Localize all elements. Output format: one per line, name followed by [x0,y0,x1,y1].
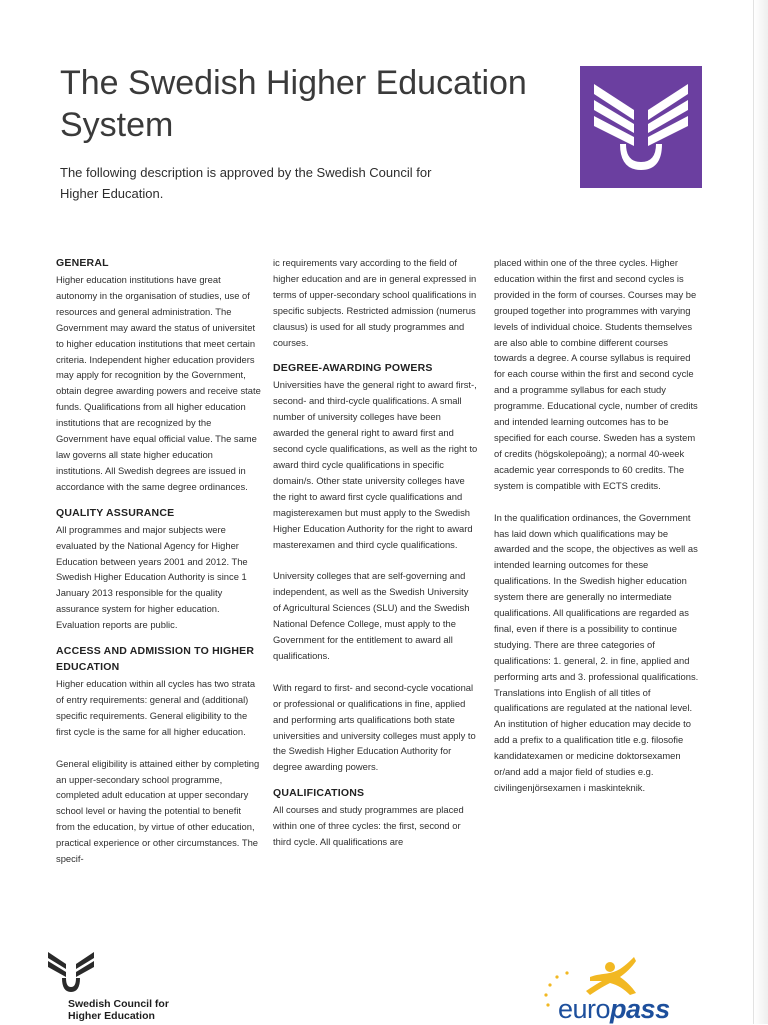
section-text-cycles: placed within one of the three cycles. Higher education within the first and second cycles is provided in the form of courses. Courses may be grouped together into programmes with varying levels of individual choice. Students themselves are also able to combine different courses towards a degree. A course syllabus is required for each course within the first and second cycle and a programme syllabus for each study programme. Educational cycle, number of credits and intended learning outcomes has to be specified for each course. Sweden has a system of credits (högskolepoäng); a normal 40-week academic year corresponds to 60 credits. The system is compatible with ECTS credits. [494,257,698,491]
footer-council-name [68,998,169,1022]
section-heading-access-admission: ACCESS AND ADMISSION TO HIGHER EDUCATION [56,645,255,674]
section-text-access-2: General eligibility is attained either by completing an upper-secondary school programme, completed adult education at upper secondary school level or having the potential to benefit from the education, by virtue of other education, practical experience or other circumstances. The specif- [56,757,260,865]
footer-council-name-line2: Higher Education [68,1010,155,1022]
text-column-1 [56,255,261,867]
section-text-ordinances: In the qualification ordinances, the Government has laid down which qualifications may be awarded and the scope, the objectives as well as intended learning outcomes for these qualifications. In the Swedish higher education system there are generally no intermediate qualifications. All qualifications are regarded as final, even if there is a possibility to continue studying. There are three categories of qualifications: 1. general, 2. in fine, applied and performing arts and 3. professional qualifications. Translations into English of all titles of qualifications are regulated at the national level. An institution of higher education may decide to add a prefix to a qualification title e.g. filosofie kandidatexamen or medicine doktorsexamen or/and add a major field of studies e.g. civilingenjörsexamen i maskinteknik. [494,511,699,793]
section-text-access-1: Higher education within all cycles has two strata of entry requirements: general and (additional) specific requirements. General eligibility to the first cycle is the same for all higher education. [56,678,256,737]
section-text-vocational: With regard to first- and second-cycle vocational or professional or qualifications in fine, applied and performing arts qualifications both state universities and university colleges must apply to the Swedish Higher Education Authority for degree awarding powers. [273,681,476,773]
swedish-council-book-logo-icon [580,66,702,188]
footer-council-name-line1: Swedish Council for [68,998,169,1010]
page-edge [753,0,768,1024]
section-text-university-colleges: University colleges that are self-governing and independent, as well as the Swedish University of Agricultural Sciences (SLU) and the Swedish National Defence College, must apply to the Government for the entitlement to award all qualifications. [273,570,470,661]
page-title: The Swedish Higher Education System [60,64,527,144]
section-heading-general: GENERAL [56,257,109,269]
europass-wordmark [558,994,670,1025]
section-text-quality-assurance: All programmes and major subjects were evaluated by the National Agency for Higher Education between years 2001 and 2012. The Swedish Higher Education Authority is since 1 January 2013 responsible for the quality assurance system for higher education. Evaluation reports are public. [56,523,248,631]
europass-wordmark-bold: pass [610,994,670,1024]
text-column-3 [494,255,699,796]
footer-council-logo [46,950,96,999]
page-subtitle: The following description is approved by the Swedish Council for Higher Education. [60,165,432,201]
text-column-2 [273,255,478,850]
section-heading-degree-awarding: DEGREE-AWARDING POWERS [273,362,433,375]
section-text-degree-awarding: Universities have the general right to award first-, second- and third-cycle qualifications. A small number of university colleges have been awarded the general right to award first and second cycle qualifications, as well as the right to award third cycle qualifications in specific domain/s. Other state university colleges have the right to award first cycle qualifications and magisterexamen but must apply to the Swedish Higher Education Authority for the right to award masterexamen and third cycle qualifications. [273,379,478,550]
section-text-general: Higher education institutions have great autonomy in the organisation of studies, use of resources and general administration. The Government may award the status of universitet to higher education institutions that meet certain criteria. Independent higher education providers may apply for recognition by the Government, obtain degree awarding powers and receive state funds. Qualifications from all higher education institutions that are recognized by the Government have equal official value. The same law governs all state higher education institutions. All Swedish degrees are issued in accordance with the same degree ordinances. [56,274,261,492]
section-text-continued: ic requirements vary according to the field of higher education and are in general expressed in terms of upper-secondary school qualifications in specific subjects. Restricted admission (numerus clausus) is used for all study programmes and courses. [273,257,477,348]
section-heading-quality-assurance: QUALITY ASSURANCE [56,506,175,519]
section-heading-qualifications: QUALIFICATIONS [273,787,365,800]
europass-wordmark-light: euro [558,994,611,1024]
swedish-council-small-logo-icon [46,950,96,994]
swedish-council-logo [580,66,702,188]
section-text-qualifications: All courses and study programmes are placed within one of three cycles: the first, second or third cycle. All qualifications are [273,804,464,848]
